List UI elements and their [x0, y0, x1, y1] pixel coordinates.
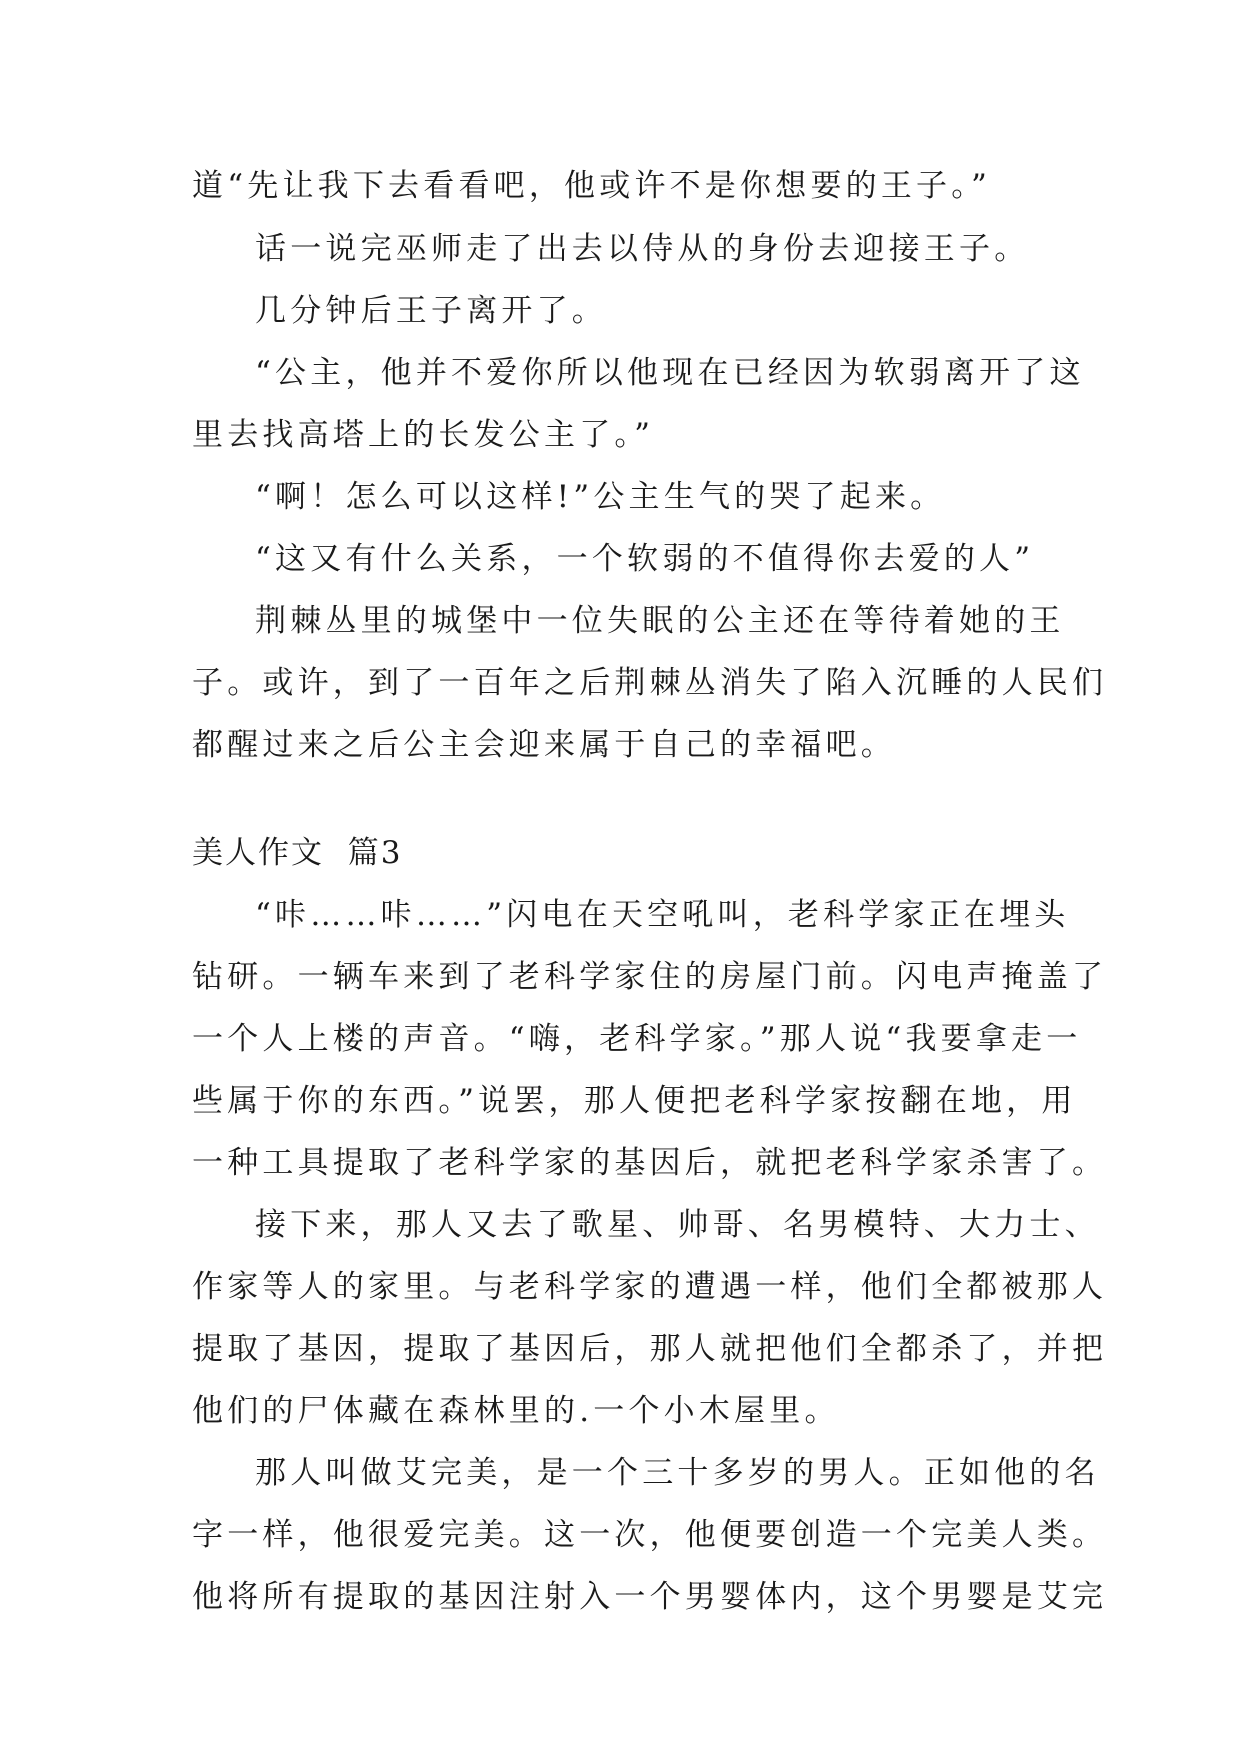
paragraph-line: “咔……咔……”闪电在天空吼叫，老科学家正在埋头: [255, 897, 1070, 933]
paragraph-line: 字一样，他很爱完美。这一次，他便要创造一个完美人类。: [192, 1517, 1108, 1553]
paragraph-line: 他们的尸体藏在森林里的.一个小木屋里。: [192, 1393, 840, 1429]
paragraph-line: 作家等人的家里。与老科学家的遭遇一样，他们全都被那人: [192, 1269, 1108, 1305]
paragraph-line: 一个人上楼的声音。“嗨，老科学家。”那人说“我要拿走一: [192, 1021, 1082, 1057]
paragraph-line: 荆棘丛里的城堡中一位失眠的公主还在等待着她的王: [255, 603, 1065, 639]
section-heading: 美人作文 篇3: [192, 835, 403, 871]
paragraph-line: 些属于你的东西。”说罢，那人便把老科学家按翻在地，用: [192, 1083, 1077, 1119]
paragraph-line: “啊！怎么可以这样!”公主生气的哭了起来。: [255, 479, 946, 515]
paragraph-line: 那人叫做艾完美，是一个三十多岁的男人。正如他的名: [255, 1455, 1100, 1491]
paragraph-line: “公主，他并不爱你所以他现在已经因为软弱离开了这: [255, 355, 1085, 391]
paragraph-line: 话一说完巫师走了出去以侍从的身份去迎接王子。: [255, 231, 1030, 267]
paragraph-line: 提取了基因，提取了基因后，那人就把他们全都杀了，并把: [192, 1331, 1108, 1367]
paragraph-line: “这又有什么关系，一个软弱的不值得你去爱的人”: [255, 541, 1035, 577]
paragraph-line: 子。或许，到了一百年之后荆棘丛消失了陷入沉睡的人民们: [192, 665, 1108, 701]
paragraph-line: 道“先让我下去看看吧，他或许不是你想要的王子。”: [192, 168, 991, 204]
paragraph-line: 钻研。一辆车来到了老科学家住的房屋门前。闪电声掩盖了: [192, 959, 1108, 995]
paragraph-line: 接下来，那人又去了歌星、帅哥、名男模特、大力士、: [255, 1207, 1100, 1243]
paragraph-line: 里去找高塔上的长发公主了。”: [192, 417, 655, 453]
paragraph-line: 都醒过来之后公主会迎来属于自己的幸福吧。: [192, 727, 896, 763]
paragraph-line: 他将所有提取的基因注射入一个男婴体内，这个男婴是艾完: [192, 1579, 1108, 1615]
paragraph-line: 几分钟后王子离开了。: [255, 293, 607, 329]
paragraph-line: 一种工具提取了老科学家的基因后，就把老科学家杀害了。: [192, 1145, 1108, 1181]
